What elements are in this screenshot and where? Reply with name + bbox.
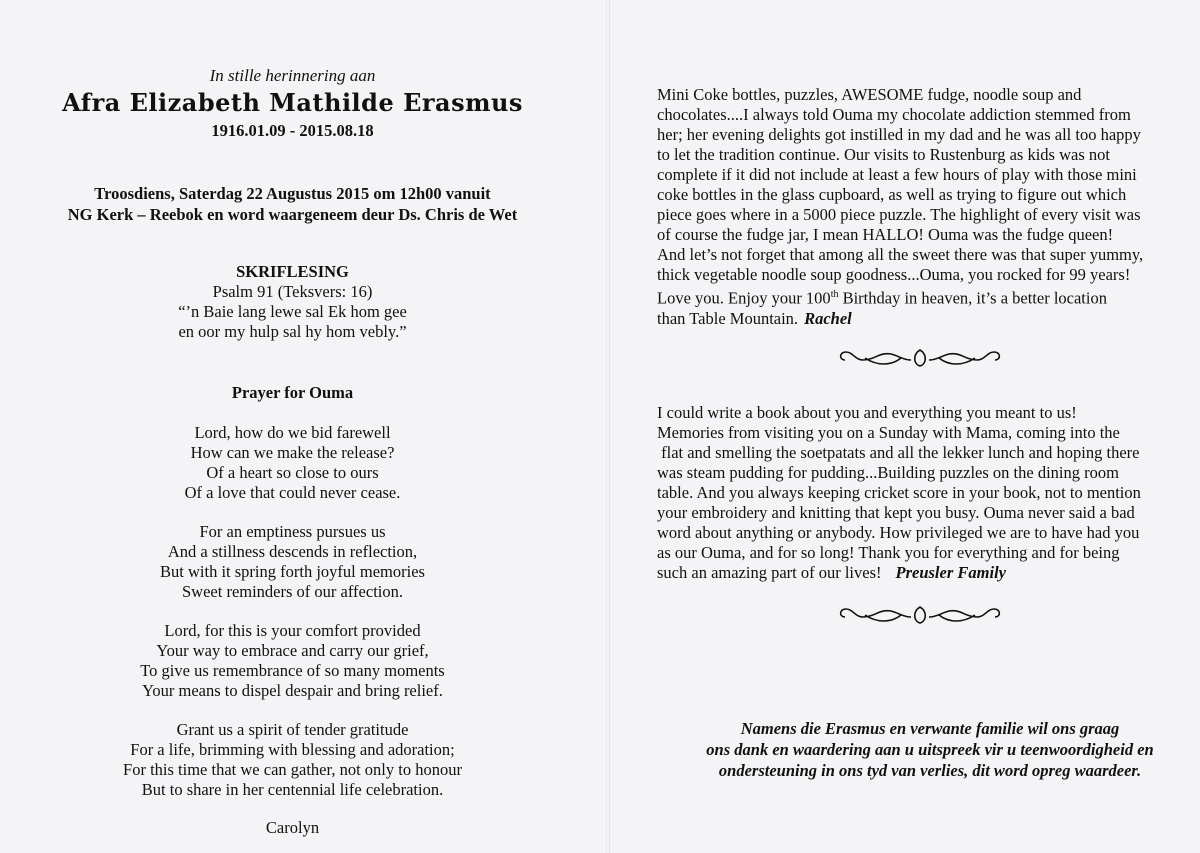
tribute-line: as our Ouma, and for so long! Thank you for everything and for being [657, 543, 1120, 562]
deceased-name: Afra Elizabeth Mathilde Erasmus [62, 88, 523, 117]
ordinal-suffix: th [830, 289, 839, 300]
stanza-line: Grant us a spirit of tender gratitude [176, 720, 409, 739]
stanza-line: Sweet reminders of our affection. [182, 582, 403, 601]
closing-thanks [650, 718, 1200, 781]
closing-line: ondersteuning in ons tyd van verlies, dit word opreg waardeer. [718, 761, 1142, 780]
tribute-line [657, 285, 1197, 309]
flourish-divider [835, 346, 1005, 370]
prayer-author: Carolyn [265, 818, 320, 837]
tribute-line: Mini Coke bottles, puzzles, AWESOME fudge, noodle soup and [657, 85, 1082, 104]
reading-line: en oor my hulp sal hy hom vebly.” [178, 322, 407, 341]
prayer-stanza [0, 522, 585, 602]
stanza-line: To give us remembrance of so many moments [140, 661, 445, 680]
reading-line: “’n Baie lang lewe sal Ek hom gee [178, 302, 407, 321]
closing-line: ons dank en waardering aan u uitspreek vir u teenwoordigheid en [706, 740, 1154, 759]
service-line: NG Kerk – Reebok en word waargeneem deur Ds. Chris de Wet [67, 205, 518, 224]
stanza-line: Your means to dispel despair and bring relief. [142, 681, 443, 700]
tribute-line: table. And you always keeping cricket score in your book, not to mention [657, 483, 1141, 502]
tribute-line [657, 563, 1197, 583]
tribute-line: her; her evening delights got instilled in my dad and he was all too happy [657, 125, 1141, 144]
tribute-line: chocolates....I always told Ouma my chocolate addiction stemmed from [657, 105, 1131, 124]
reading-reference: Psalm 91 (Teksvers: 16) [212, 282, 373, 301]
tribute-text: Birthday in heaven, it’s a better location [838, 288, 1107, 308]
reading-heading: SKRIFLESING [236, 262, 349, 281]
stanza-line: But with it spring forth joyful memories [160, 562, 425, 581]
tribute-line: to let the tradition continue. Our visits to Rustenburg as kids was not [657, 145, 1110, 164]
prayer-stanza [0, 423, 585, 503]
flourish-divider [835, 603, 1005, 627]
tribute-line: your embroidery and knitting that kept you busy. Ouma never said a bad [657, 503, 1135, 522]
signature-preusler: Preusler Family [895, 563, 1006, 582]
tribute-preusler [657, 403, 1197, 583]
tribute-text: than Table Mountain. [657, 308, 799, 328]
signature-rachel: Rachel [804, 308, 852, 328]
tribute-line: of course the fudge jar, I mean HALLO! Ouma was the fudge queen! [657, 225, 1114, 244]
stanza-line: And a stillness descends in reflection, [167, 542, 418, 561]
page-fold [606, 0, 610, 853]
prayer-title: Prayer for Ouma [231, 383, 354, 402]
tribute-text: Love you. Enjoy your 100 [657, 288, 831, 308]
stanza-line: Of a love that could never cease. [184, 483, 401, 502]
prayer-stanza [0, 621, 585, 701]
stanza-line: For this time that we can gather, not only to honour [123, 760, 462, 779]
stanza-line: Of a heart so close to ours [206, 463, 379, 482]
stanza-line: Lord, for this is your comfort provided [164, 621, 421, 640]
stanza-line: How can we make the release? [190, 443, 395, 462]
tribute-line: I could write a book about you and everything you meant to us! [657, 403, 1077, 422]
stanza-line: For a life, brimming with blessing and adoration; [130, 740, 455, 759]
life-dates: 1916.01.09 - 2015.08.18 [211, 121, 374, 140]
stanza-line: Your way to embrace and carry our grief, [156, 641, 429, 660]
tribute-line: word about anything or anybody. How privileged we are to have had you [657, 523, 1140, 542]
service-line: Troosdiens, Saterdag 22 Augustus 2015 om 12h00 vanuit [94, 184, 491, 203]
stanza-line: For an emptiness pursues us [199, 522, 386, 541]
tribute-text: such an amazing part of our lives! [657, 563, 882, 582]
tribute-line: coke bottles in the glass cupboard, as well as trying to figure out which [657, 185, 1127, 204]
prayer-stanza [0, 720, 585, 800]
tribute-line: Memories from visiting you on a Sunday with Mama, coming into the [657, 423, 1120, 442]
stanza-line: But to share in her centennial life celebration. [141, 780, 444, 799]
scripture-reading [0, 262, 585, 342]
service-details [0, 183, 585, 225]
tribute-line: flat and smelling the soetpatats and all the lekker lunch and hoping there [657, 443, 1140, 462]
tribute-line: thick vegetable noodle soup goodness...Ouma, you rocked for 99 years! [657, 265, 1131, 284]
tribute-line: piece goes where in a 5000 piece puzzle. The highlight of every visit was [657, 205, 1141, 224]
tribute-line [657, 309, 1197, 329]
intro-text: In stille herinnering aan [209, 66, 376, 85]
tribute-line: And let’s not forget that among all the sweet there was that super yummy, [657, 245, 1144, 264]
tribute-line: complete if it did not include at least a few hours of play with those mini [657, 165, 1137, 184]
tribute-rachel [657, 85, 1197, 329]
closing-line: Namens die Erasmus en verwante familie wil ons graag [740, 719, 1120, 738]
stanza-line: Lord, how do we bid farewell [194, 423, 391, 442]
tribute-line: was steam pudding for pudding...Building puzzles on the dining room [657, 463, 1119, 482]
